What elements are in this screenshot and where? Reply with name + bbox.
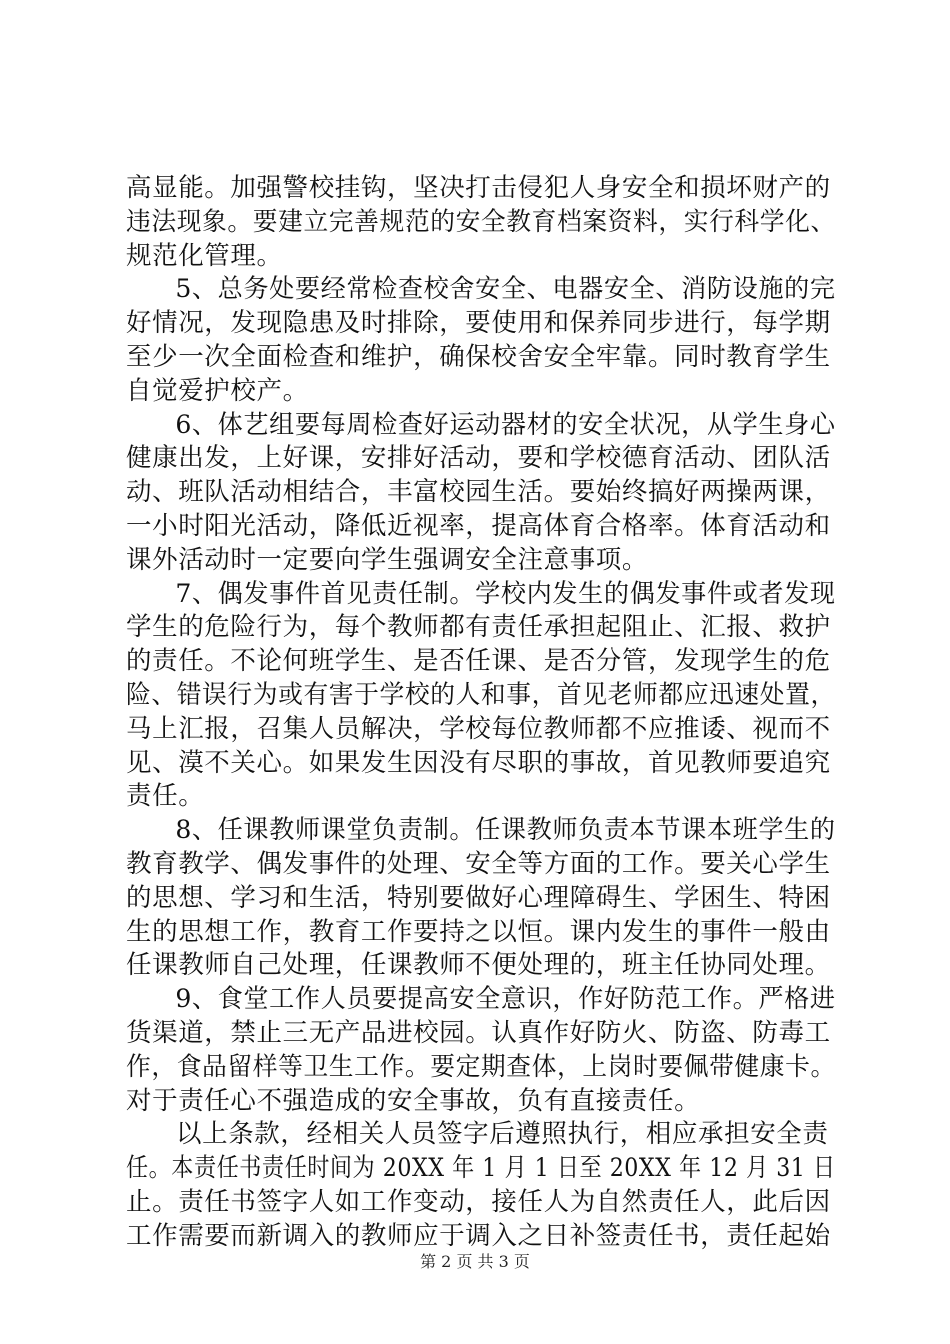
text-line: 货渠道，禁止三无产品进校园。认真作好防火、防盗、防毒工 [126, 1017, 831, 1048]
text-line: 教育教学、偶发事件的处理、安全等方面的工作。要关心学生 [126, 848, 831, 879]
text-line: 至少一次全面检查和维护，确保校舍安全牢靠。同时教育学生 [126, 341, 831, 372]
text-line: 任课教师自己处理，任课教师不便处理的，班主任协同处理。 [126, 950, 831, 981]
text-line: 动、班队活动相结合，丰富校园生活。要始终搞好两操两课， [126, 477, 831, 508]
text-line: 学生的危险行为，每个教师都有责任承担起阻止、汇报、救护 [126, 612, 831, 643]
document-body [126, 172, 836, 1254]
text-line: 以上条款，经相关人员签字后遵照执行，相应承担安全责 [176, 1119, 829, 1150]
text-line: 作，食品留样等卫生工作。要定期查体，上岗时要佩带健康卡。 [126, 1051, 836, 1082]
text-line: 规范化管理。 [126, 240, 283, 271]
text-line: 的责任。不论何班学生、是否任课、是否分管，发现学生的危 [126, 646, 831, 677]
text-line: 7、偶发事件首见责任制。学校内发生的偶发事件或者发现 [175, 578, 836, 609]
text-line: 一小时阳光活动，降低近视率，提高体育合格率。体育活动和 [126, 510, 831, 541]
text-line: 6、体艺组要每周检查好运动器材的安全状况，从学生身心 [175, 409, 836, 440]
text-line: 见、漠不关心。如果发生因没有尽职的事故，首见教师要追究 [126, 747, 831, 778]
text-line: 8、任课教师课堂负责制。任课教师负责本节课本班学生的 [175, 815, 836, 846]
text-line: 马上汇报，召集人员解决，学校每位教师都不应推诿、视而不 [126, 713, 831, 744]
text-line: 5、总务处要经常检查校舍安全、电器安全、消防设施的完 [175, 274, 836, 305]
text-line: 生的思想工作，教育工作要持之以恒。课内发生的事件一般由 [126, 916, 831, 947]
text-line: 违法现象。要建立完善规范的安全教育档案资料，实行科学化、 [126, 206, 836, 237]
text-line: 对于责任心不强造成的安全事故，负有直接责任。 [126, 1085, 701, 1116]
page-footer: 第 2 页 共 3 页 [420, 1252, 530, 1271]
text-line: 好情况，发现隐患及时排除，要使用和保养同步进行，每学期 [126, 308, 831, 339]
text-line: 9、食堂工作人员要提高安全意识，作好防范工作。严格进 [175, 984, 836, 1015]
text-line: 课外活动时一定要向学生强调安全注意事项。 [126, 544, 649, 575]
text-line: 自觉爱护校产。 [126, 375, 309, 406]
text-line: 责任。 [126, 781, 205, 812]
text-line: 工作需要而新调入的教师应于调入之日补签责任书，责任起始 [126, 1220, 831, 1251]
text-line: 的思想、学习和生活，特别要做好心理障碍生、学困生、特困 [126, 882, 831, 913]
text-line: 任。本责任书责任时间为 20XX 年 1 月 1 日至 20XX 年 12 月 31 日 [126, 1153, 836, 1184]
text-line: 止。责任书签字人如工作变动，接任人为自然责任人，此后因 [126, 1186, 831, 1217]
text-line: 险、错误行为或有害于学校的人和事，首见老师都应迅速处置， [126, 679, 836, 710]
text-line: 健康出发，上好课，安排好活动，要和学校德育活动、团队活 [126, 443, 831, 474]
text-line: 高显能。加强警校挂钩，坚决打击侵犯人身安全和损坏财产的 [126, 173, 831, 203]
